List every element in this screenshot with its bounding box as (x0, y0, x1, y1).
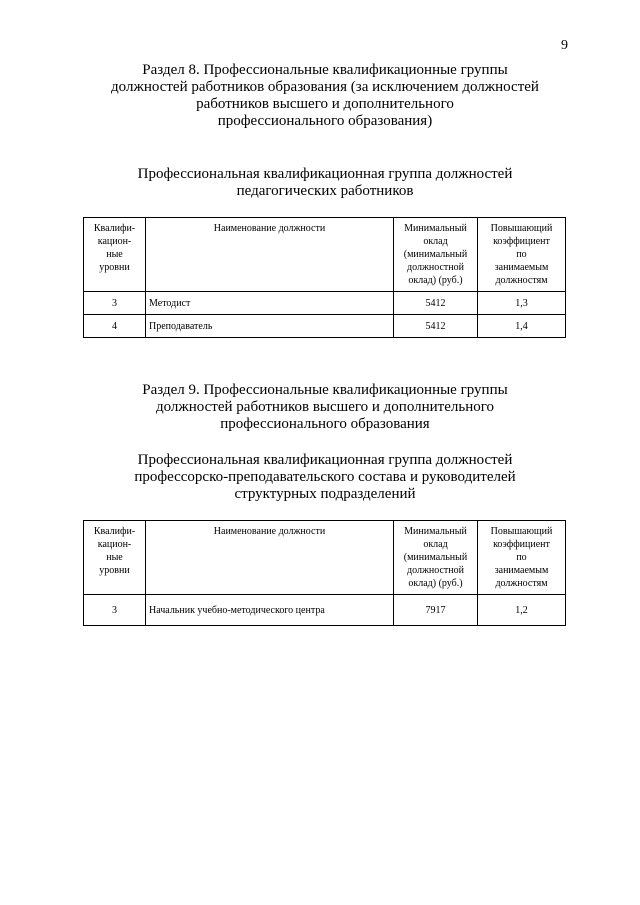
header-coefficient: Повышающий коэффициент по занимаемым должностям (478, 521, 566, 595)
table-header-row (84, 218, 566, 292)
section-9-title-line: должностей работников высшего и дополнительного (155, 399, 495, 415)
cell-position-name: Методист (146, 292, 394, 315)
header-coefficient: Повышающий коэффициент по занимаемым должностям (478, 218, 566, 292)
section-8-title-line: профессионального образования) (217, 113, 433, 129)
header-level: Квалифи- кацион- ные уровни (84, 218, 146, 292)
section-9-title (80, 382, 570, 433)
cell-min-salary: 5412 (394, 292, 478, 315)
section-9-title-line: Раздел 9. Профессиональные квалификационные группы (142, 382, 508, 398)
header-position-name: Наименование должности (146, 218, 394, 292)
table-row (84, 292, 566, 315)
cell-position-name: Преподаватель (146, 315, 394, 338)
section-9-group-title-line: Профессиональная квалификационная группа должностей (137, 452, 513, 468)
cell-coefficient: 1,4 (478, 315, 566, 338)
header-level: Квалифи- кацион- ные уровни (84, 521, 146, 595)
section-8-title-line: Раздел 8. Профессиональные квалификационные группы (142, 62, 508, 78)
cell-min-salary: 5412 (394, 315, 478, 338)
page-number: 9 (561, 38, 568, 53)
cell-level: 3 (84, 292, 146, 315)
section-8-table (83, 217, 566, 338)
header-min-salary: Минимальный оклад (минимальный должностной оклад) (руб.) (394, 521, 478, 595)
cell-coefficient: 1,2 (478, 595, 566, 626)
section-9-table (83, 520, 566, 626)
section-8-title-line: должностей работников образования (за исключением должностей (111, 79, 539, 95)
section-9-title-line: профессионального образования (220, 416, 430, 432)
section-9-group-title-line: структурных подразделений (234, 486, 416, 502)
section-8-title-line: работников высшего и дополнительного (196, 96, 454, 112)
table-header-row (84, 521, 566, 595)
cell-coefficient: 1,3 (478, 292, 566, 315)
section-9-group-title-line: профессорско-преподавательского состава и руководителей (134, 469, 516, 485)
header-position-name: Наименование должности (146, 521, 394, 595)
section-8-group-title (80, 166, 570, 200)
table-row (84, 315, 566, 338)
section-8-title (80, 62, 570, 130)
cell-position-name: Начальник учебно-методического центра (146, 595, 394, 626)
section-8-group-title-line: педагогических работников (236, 183, 414, 199)
table-row (84, 595, 566, 626)
header-min-salary: Минимальный оклад (минимальный должностной оклад) (руб.) (394, 218, 478, 292)
section-9-group-title (80, 452, 570, 503)
cell-level: 4 (84, 315, 146, 338)
cell-level: 3 (84, 595, 146, 626)
cell-min-salary: 7917 (394, 595, 478, 626)
section-8-group-title-line: Профессиональная квалификационная группа должностей (137, 166, 513, 182)
